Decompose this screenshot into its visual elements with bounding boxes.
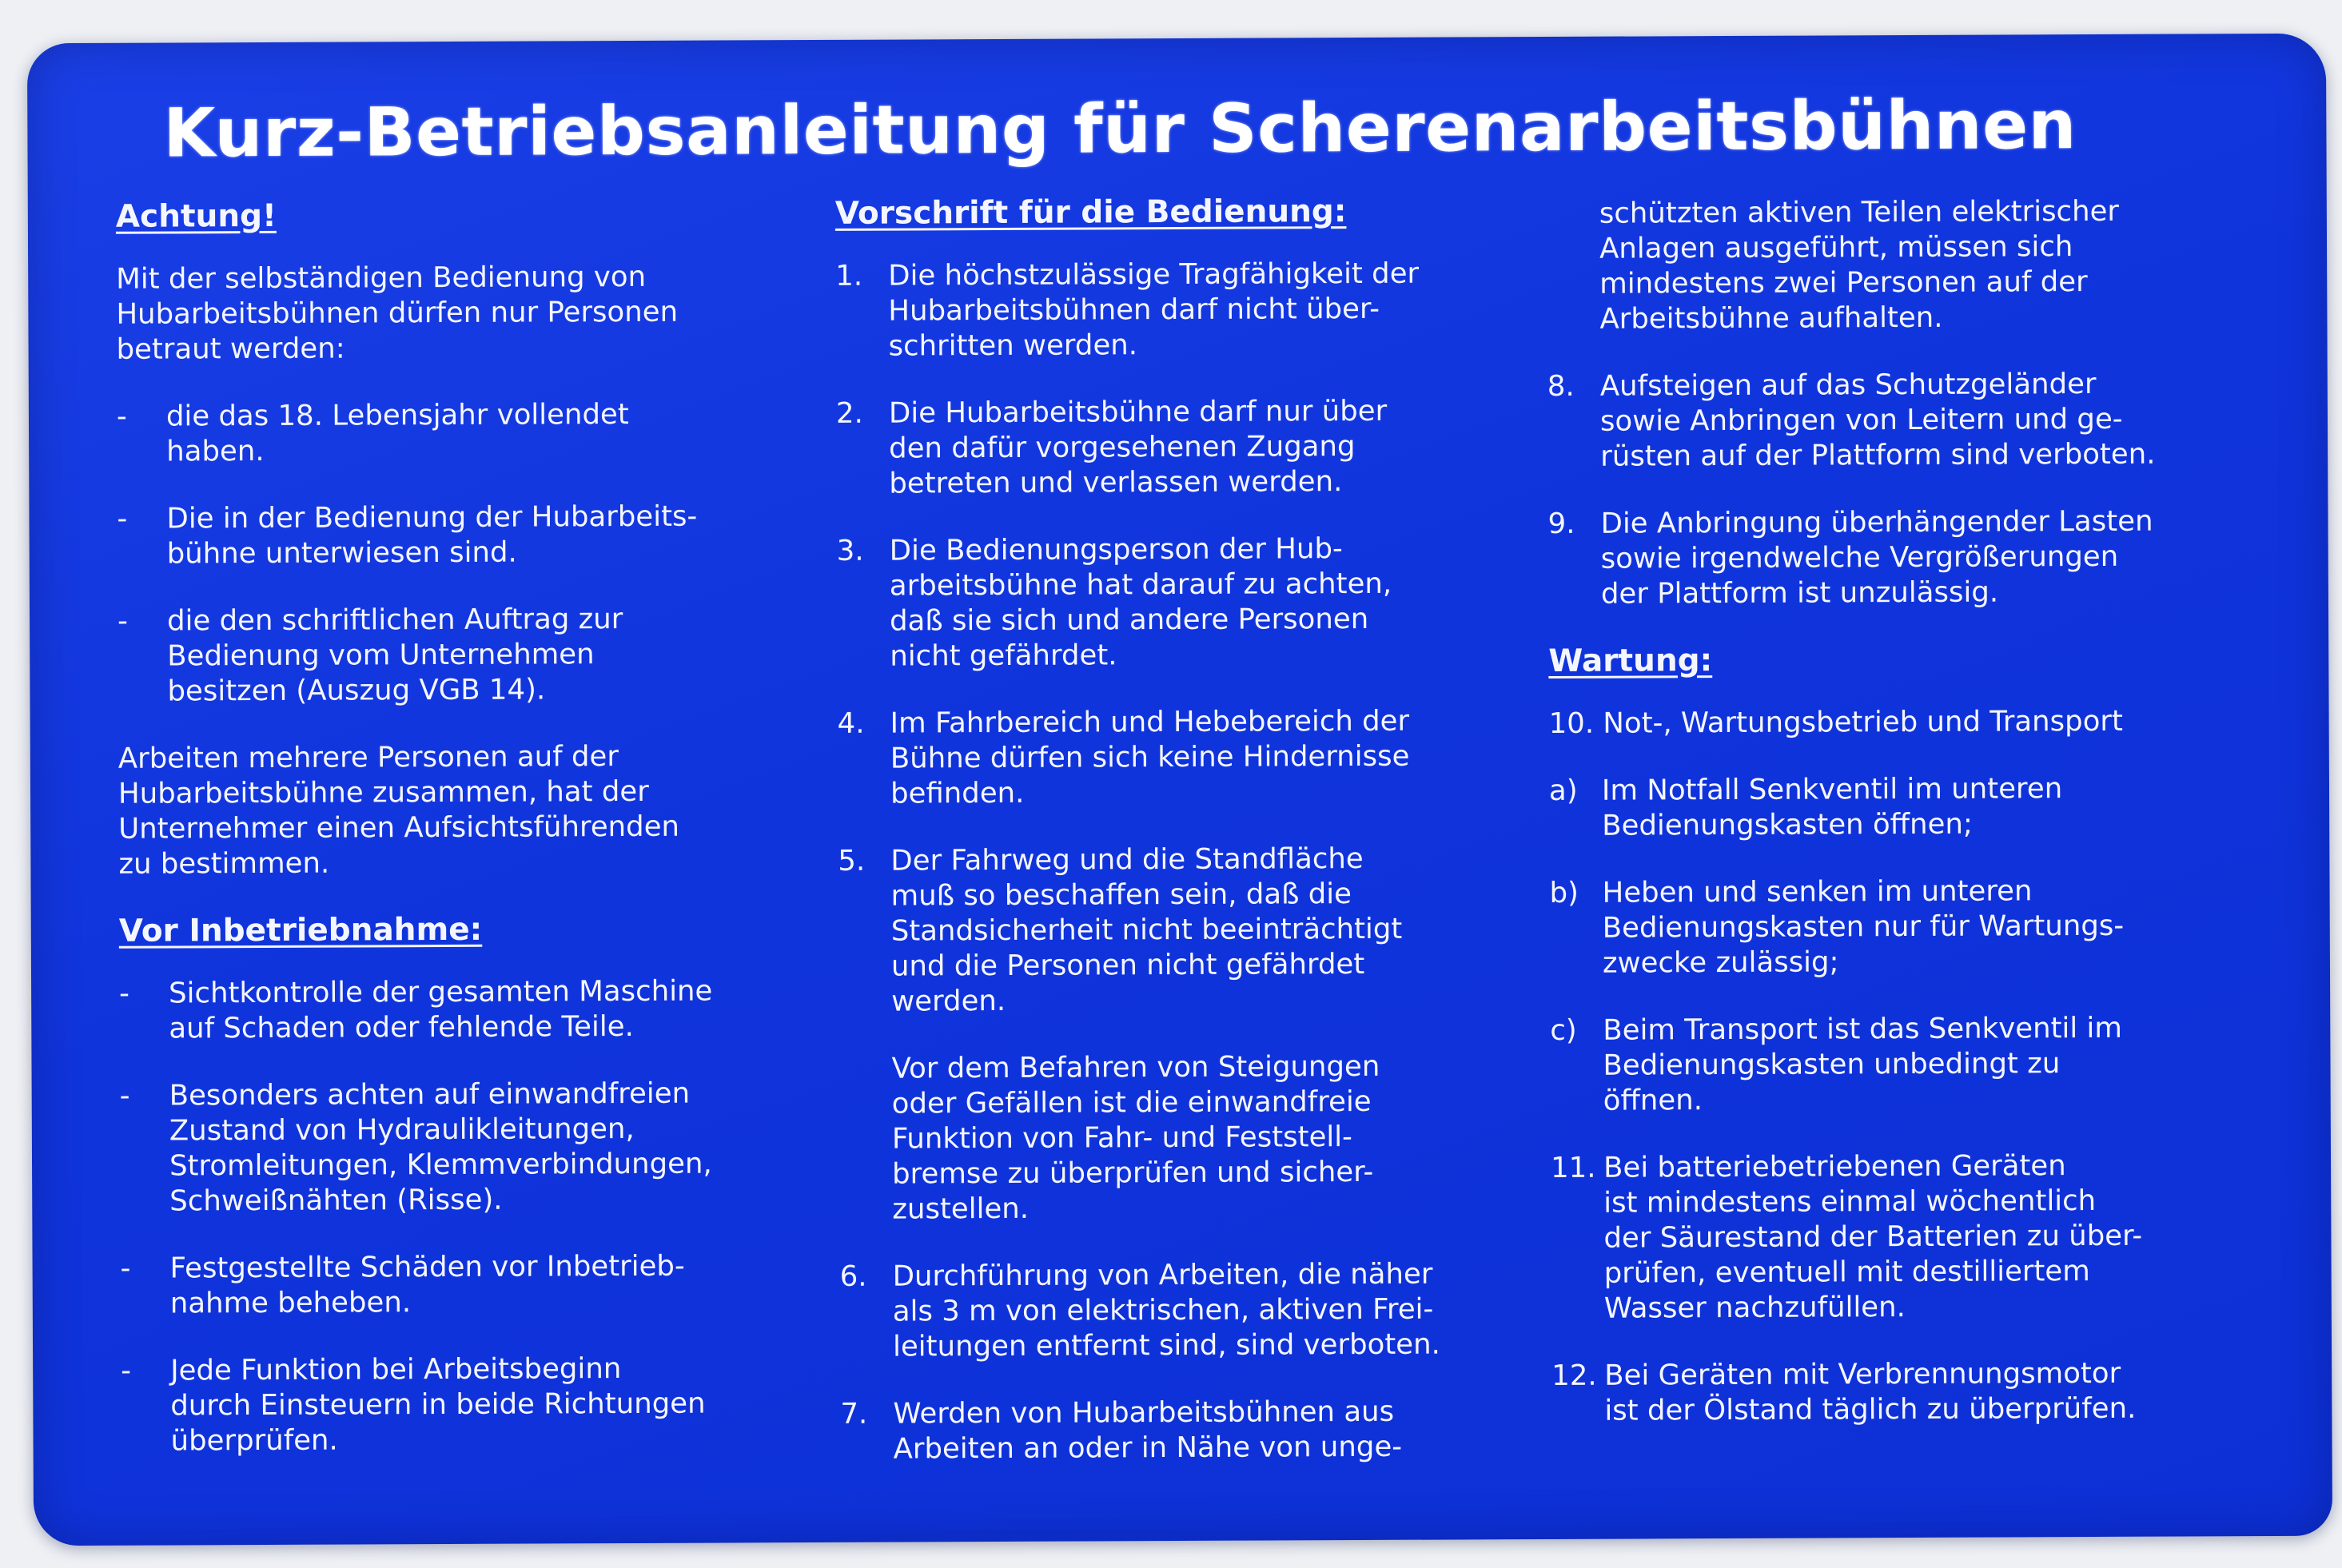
lettered-item bbox=[1549, 873, 2237, 981]
list-item-text: die das 18. Lebensjahr vollendet haben. bbox=[165, 398, 629, 468]
heading-achtung: Achtung! bbox=[115, 197, 277, 235]
numbered-item bbox=[1547, 366, 2236, 475]
list-item-text: die den schriftlichen Auftrag zur Bedienung vom Unternehmen besitzen (Auszug VGB 14). bbox=[166, 603, 623, 708]
heading-wartung: Wartung: bbox=[1548, 643, 1713, 679]
lettered-item bbox=[1549, 770, 2236, 844]
list-item bbox=[117, 396, 820, 470]
item-number: 9. bbox=[1547, 507, 1575, 540]
numbered-item bbox=[1551, 1355, 2239, 1429]
dash-marker: - bbox=[121, 1354, 132, 1387]
list-item bbox=[119, 973, 822, 1047]
numbered-item bbox=[840, 1394, 1543, 1467]
numbered-item bbox=[838, 841, 1542, 1020]
item-letter: c) bbox=[1550, 1013, 1577, 1047]
item-number: 4. bbox=[837, 706, 865, 740]
item-text: Die Anbringung überhängender Lasten sowie irgendwelche Vergrößerungen der Plattform ist unzulässig. bbox=[1600, 504, 2153, 611]
achtung-outro: Arbeiten mehrere Personen auf der Hubarbeitsbühne zusammen, hat der Unternehmer einen Aufsichtsführenden zu bestimmen. bbox=[117, 740, 680, 881]
list-item bbox=[121, 1351, 825, 1459]
column-right bbox=[1547, 193, 2240, 1461]
item-text: Der Fahrweg und die Standfläche muß so beschaffen sein, daß die Standsicherheit nicht beeinträchtigt und die Personen nicht gefährdet werden. bbox=[890, 842, 1403, 1018]
item-text: Die Hubarbeitsbühne darf nur über den dafür vorgesehenen Zugang betreten und verlassen werden. bbox=[888, 394, 1388, 500]
item-number: 11. bbox=[1550, 1151, 1596, 1184]
item-text: Aufsteigen auf das Schutzgeländer sowie Anbringen von Leitern und ge- rüsten auf der Plattform sind verboten. bbox=[1599, 367, 2156, 473]
list-item-text: Besonders achten auf einwandfreien Zustand von Hydraulikleitungen, Stromleitungen, Klemmverbindungen, Schweißnähten (Risse). bbox=[169, 1077, 712, 1218]
achtung-intro: Mit der selbständigen Bedienung von Hubarbeitsbühnen dürfen nur Personen betraut werden: bbox=[116, 260, 679, 366]
item-text: Heben und senken im unteren Bedienungskasten nur für Wartungs- zwecke zulässig; bbox=[1602, 874, 2125, 980]
numbered-item bbox=[1547, 503, 2236, 612]
numbered-item bbox=[835, 256, 1539, 364]
sign-title: Kurz-Betriebsanleitung für Scherenarbeitsbühnen bbox=[163, 86, 2077, 173]
numbered-item bbox=[837, 531, 1541, 675]
item-text: Durchführung von Arbeiten, die näher als 3 m von elektrischen, aktiven Frei- leitungen entfernt sind, sind verboten. bbox=[892, 1257, 1440, 1363]
item-number: 7. bbox=[840, 1397, 868, 1431]
list-item-text: Jede Funktion bei Arbeitsbeginn durch Einsteuern in beide Richtungen überprüfen. bbox=[170, 1352, 706, 1458]
item-7-continuation: schützten aktiven Teilen elektrischer Anlagen ausgeführt, müssen sich mindestens zwei Personen auf der Arbeitsbühne aufhalten. bbox=[1599, 194, 2120, 336]
item-10: 10. Not-, Wartungsbetrieb und Transport bbox=[1548, 704, 2123, 740]
item-number: 5. bbox=[838, 844, 866, 878]
numbered-item bbox=[1551, 1148, 2239, 1327]
item-text: Im Fahrbereich und Hebebereich der Bühne dürfen sich keine Hindernisse befinden. bbox=[890, 704, 1410, 810]
item-text: Werden von Hubarbeitsbühnen aus Arbeiten an oder in Nähe von unge- bbox=[893, 1395, 1403, 1466]
item-text: Bei Geräten mit Verbrennungsmotor ist der Ölstand täglich zu überprüfen. bbox=[1604, 1356, 2137, 1427]
lettered-item bbox=[1550, 1010, 2238, 1119]
list-item-text: Festgestellte Schäden vor Inbetrieb- nahme beheben. bbox=[169, 1249, 685, 1320]
item-number: 12. bbox=[1551, 1359, 1597, 1392]
dash-marker: - bbox=[119, 977, 130, 1010]
list-item-text: Die in der Bedienung der Hubarbeits- bühne unterwiesen sind. bbox=[166, 499, 698, 571]
item-number: 8. bbox=[1547, 369, 1575, 403]
item-number: 3. bbox=[836, 534, 864, 567]
item-number: 6. bbox=[839, 1260, 867, 1293]
dash-marker: - bbox=[117, 502, 128, 535]
list-item bbox=[121, 1248, 824, 1322]
item-letter: a) bbox=[1548, 774, 1578, 807]
item-text: Die Bedienungsperson der Hub- arbeitsbühne hat darauf zu achten, daß sie sich und andere Personen nicht gefährdet. bbox=[889, 532, 1392, 673]
column-left bbox=[116, 197, 825, 1491]
column-middle bbox=[835, 193, 1544, 1499]
item-number: 2. bbox=[835, 396, 863, 430]
item-letter: b) bbox=[1549, 876, 1579, 909]
dash-marker: - bbox=[119, 1079, 130, 1112]
item-number: 1. bbox=[835, 259, 863, 293]
dash-marker: - bbox=[117, 604, 128, 638]
heading-bedienung: Vorschrift für die Bedienung: bbox=[834, 193, 1347, 232]
item-text: Die höchstzulässige Tragfähigkeit der Hubarbeitsbühnen darf nicht über- schritten werden. bbox=[888, 257, 1420, 363]
dash-marker: - bbox=[120, 1252, 131, 1285]
instruction-sign bbox=[27, 34, 2332, 1546]
numbered-item bbox=[836, 393, 1540, 502]
numbered-item bbox=[838, 703, 1542, 812]
list-item bbox=[120, 1076, 824, 1220]
heading-inbetriebnahme: Vor Inbetriebnahme: bbox=[118, 911, 483, 949]
dash-marker: - bbox=[116, 400, 127, 433]
item-text: Bei batteriebetriebenen Geräten ist mindestens einmal wöchentlich der Säurestand der Batterien zu über- prüfen, eventuell mit destilliertem Wasser nachzufüllen. bbox=[1603, 1149, 2143, 1325]
item-text: Im Notfall Senkventil im unteren Bedienungskasten öffnen; bbox=[1601, 772, 2063, 842]
list-item bbox=[117, 499, 820, 572]
item-5-continuation: Vor dem Befahren von Steigungen oder Gefällen ist die einwandfreie Funktion von Fahr- und Feststell- bremse zu überprüfen und sicher- zustellen. bbox=[891, 1049, 1380, 1226]
numbered-item bbox=[840, 1256, 1544, 1365]
item-text: Beim Transport ist das Senkventil im Bedienungskasten unbedingt zu öffnen. bbox=[1603, 1011, 2122, 1117]
list-item-text: Sichtkontrolle der gesamten Maschine auf Schaden oder fehlende Teile. bbox=[169, 974, 713, 1045]
list-item bbox=[117, 601, 822, 710]
